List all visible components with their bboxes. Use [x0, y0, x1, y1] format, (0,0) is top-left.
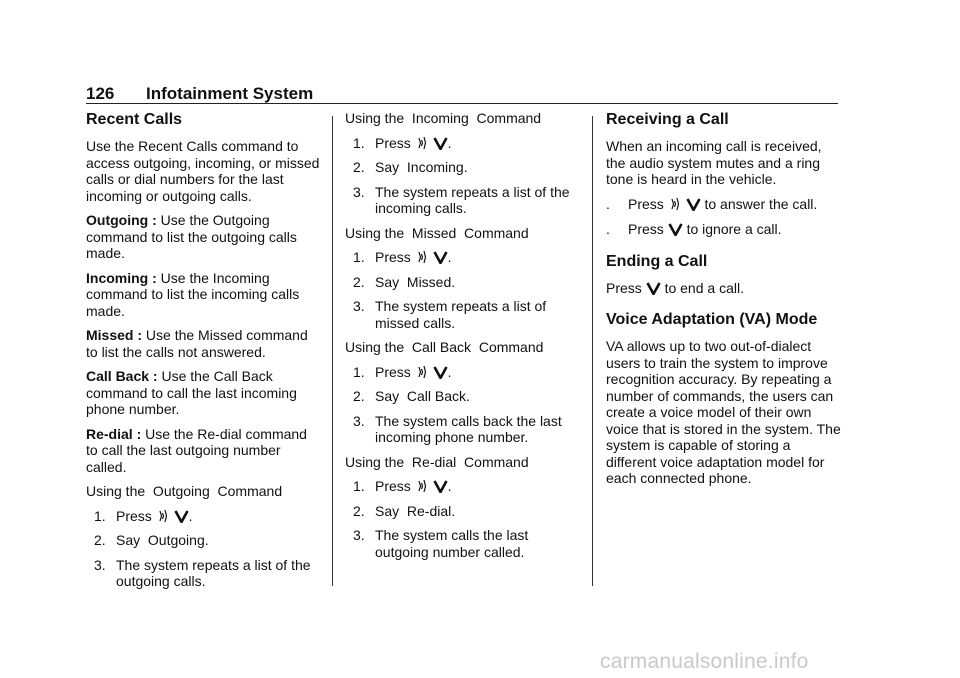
step-number: 1. [353, 134, 365, 151]
list-item [345, 184, 581, 217]
step-text: Say Incoming. [375, 159, 468, 175]
re-dial-steps [345, 478, 581, 560]
steering-wheel-talk-icon [668, 197, 682, 211]
heading-recent-calls: Recent Calls [86, 111, 183, 128]
page-number: 126 [86, 84, 115, 103]
heading-receiving-a-call: Receiving a Call [606, 111, 729, 128]
term: Incoming : [86, 269, 157, 286]
step-text: Say Missed. [375, 273, 456, 290]
list-item [345, 388, 581, 405]
bullet-text-post: to answer the call. [700, 195, 818, 212]
period: . [447, 478, 452, 494]
period: . [188, 507, 193, 524]
va-text: VA allows up to two out-of-dialect users to train the system to improve recognition accuracy. By repeating a number of commands, the users can create a voice model of their own voice that is stored in the system. The system is capable of storing a different voice adaptation model for each connected phone. [606, 338, 841, 486]
steering-wheel-end-call-icon [433, 365, 448, 379]
step-number: 3. [353, 183, 365, 200]
step-text: The system repeats a list of the outgoing calls. [116, 556, 311, 589]
re-dial-command-heading: Using the Re-dial Command [345, 453, 529, 470]
list-item [345, 159, 581, 176]
bullet-text-pre: Press [628, 221, 664, 237]
column-2 [345, 110, 581, 568]
step-text: The system repeats a list of missed calls. [375, 298, 547, 331]
column-divider [592, 116, 593, 586]
def-re-dial [86, 426, 322, 476]
list-item [345, 503, 581, 520]
term: Call Back : [86, 368, 158, 384]
list-item [606, 196, 842, 213]
list-item [345, 527, 581, 560]
list-item [345, 478, 581, 495]
def-outgoing [86, 212, 322, 262]
period: . [447, 134, 452, 151]
steering-wheel-end-call-icon [668, 222, 683, 236]
section-title: Infotainment System [146, 84, 314, 103]
watermark: carmanualsonline.info [600, 650, 809, 673]
steering-wheel-talk-icon [415, 365, 429, 379]
step-number: 2. [353, 159, 365, 175]
bullet-text-post: to ignore a call. [682, 221, 782, 237]
def-text: Use the Incoming command to list the incoming calls made. [86, 269, 300, 319]
step-text: Press [375, 249, 411, 265]
term: Missed : [86, 327, 143, 343]
def-call-back [86, 368, 322, 418]
list-item [345, 135, 581, 152]
ending-text [606, 280, 842, 297]
steering-wheel-talk-icon [415, 136, 429, 150]
step-number: 1. [353, 249, 365, 265]
step-text: Press [375, 478, 411, 494]
list-item [345, 413, 581, 446]
column-3 [606, 110, 842, 495]
step-number: 2. [353, 388, 365, 404]
outgoing-command-heading: Using the Outgoing Command [86, 483, 283, 499]
call-back-steps [345, 364, 581, 446]
incoming-command-heading: Using the Incoming Command [345, 110, 542, 126]
step-text: Say Outgoing. [116, 532, 209, 548]
step-number: 3. [353, 412, 365, 429]
step-number: 3. [353, 298, 365, 314]
def-text: Use the Outgoing command to list the outgoing calls made. [86, 212, 297, 261]
steering-wheel-end-call-icon [433, 136, 448, 150]
step-number: 3. [353, 527, 365, 543]
ending-text-pre: Press [606, 279, 642, 296]
period: . [447, 363, 452, 380]
step-text: The system calls back the last incoming phone number. [375, 412, 562, 445]
steering-wheel-end-call-icon [174, 509, 189, 523]
call-back-command-heading: Using the Call Back Command [345, 339, 544, 355]
def-text: Use the Missed command to list the calls not answered. [86, 327, 308, 360]
steering-wheel-talk-icon [415, 250, 429, 264]
outgoing-steps [86, 508, 322, 590]
step-number: 3. [94, 556, 106, 573]
list-item [606, 221, 842, 238]
incoming-steps [345, 135, 581, 217]
term: Outgoing : [86, 212, 157, 228]
receiving-text: When an incoming call is received, the audio system mutes and a ring tone is heard in the vehicle. [606, 138, 822, 187]
step-text: The system repeats a list of the incoming calls. [375, 183, 570, 216]
page-header [86, 84, 838, 104]
step-number: 2. [353, 502, 365, 519]
steering-wheel-talk-icon [415, 479, 429, 493]
list-item [345, 364, 581, 381]
missed-command-heading: Using the Missed Command [345, 224, 529, 241]
bullet-text-pre: Press [628, 195, 664, 212]
step-text: Press [116, 507, 152, 524]
bullet: . [606, 195, 610, 212]
ending-text-post: to end a call. [660, 279, 744, 296]
def-text: Use the Re-dial command to call the last outgoing number called. [86, 425, 307, 475]
step-text: Press [375, 134, 411, 151]
missed-steps [345, 249, 581, 331]
column-1 [86, 110, 322, 598]
step-number: 1. [94, 507, 106, 524]
step-text: Say Re-dial. [375, 502, 456, 519]
heading-ending-a-call: Ending a Call [606, 252, 708, 270]
list-item [345, 249, 581, 266]
def-missed [86, 327, 322, 360]
header-rule [86, 103, 838, 104]
step-number: 2. [353, 273, 365, 290]
list-item [345, 274, 581, 291]
list-item [86, 557, 322, 590]
list-item [86, 508, 322, 525]
intro-text: Use the Recent Calls command to access outgoing, incoming, or missed calls or dial numbers for the last incoming or outgoing calls. [86, 138, 320, 204]
term: Re-dial : [86, 425, 142, 442]
step-number: 1. [353, 363, 365, 380]
heading-voice-adaptation: Voice Adaptation (VA) Mode [606, 311, 818, 328]
def-incoming [86, 270, 322, 320]
column-divider [332, 116, 333, 586]
list-item [86, 532, 322, 549]
steering-wheel-end-call-icon [686, 197, 701, 211]
list-item [345, 298, 581, 331]
steering-wheel-end-call-icon [646, 281, 661, 295]
step-text: Say Call Back. [375, 388, 470, 404]
step-text: Press [375, 363, 411, 380]
step-number: 1. [353, 478, 365, 494]
period: . [447, 249, 452, 265]
step-text: The system calls the last outgoing number called. [375, 527, 529, 560]
bullet: . [606, 221, 610, 237]
step-number: 2. [94, 532, 106, 548]
steering-wheel-end-call-icon [433, 250, 448, 264]
steering-wheel-end-call-icon [433, 479, 448, 493]
def-text: Use the Call Back command to call the last incoming phone number. [86, 368, 297, 417]
steering-wheel-talk-icon [156, 509, 170, 523]
